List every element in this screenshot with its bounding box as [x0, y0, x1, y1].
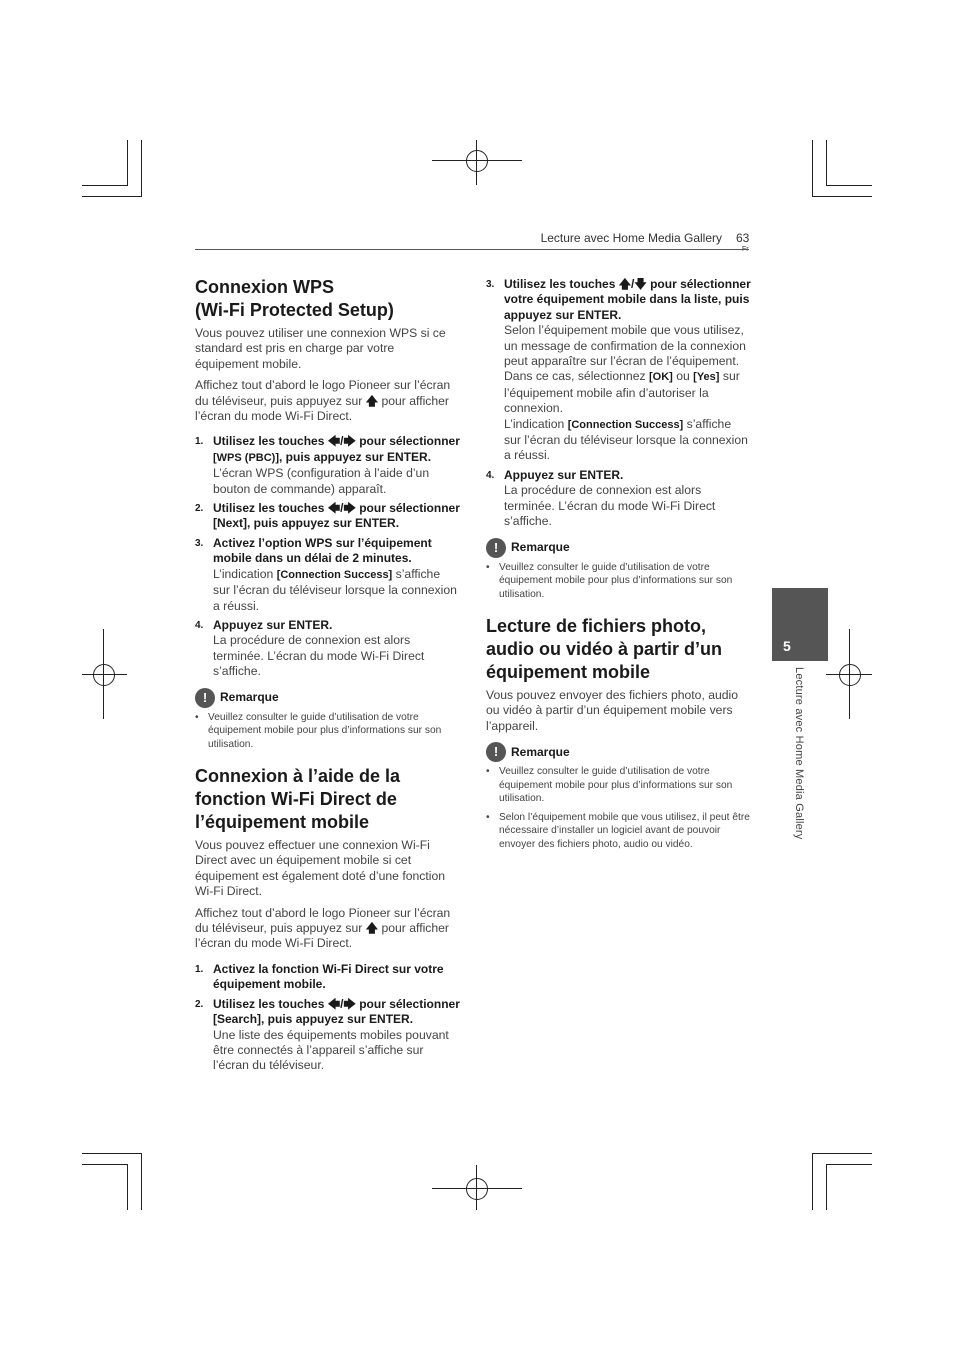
- up-arrow-icon: 🡅: [365, 393, 379, 408]
- up-down-arrows-icon: 🡅/🡇: [618, 277, 647, 291]
- crop-mark: [127, 140, 128, 186]
- crop-mark: [826, 1164, 872, 1165]
- wps-heading-line2: (Wi-Fi Protected Setup): [195, 300, 394, 320]
- wps-intro-1: Vous pouvez utiliser une connexion WPS si ce standard est pris en charge par votre équipement mobile.: [195, 326, 446, 371]
- registration-mark: [93, 664, 115, 686]
- list-item: 4. Appuyez sur ENTER. La procédure de connexion est alors terminée. L’écran du mode Wi-Fi Direct s’affiche.: [486, 467, 716, 529]
- list-item: 2. Utilisez les touches 🡄/🡆 pour sélectionner [Next], puis appuyez sur ENTER.: [195, 501, 460, 531]
- remark-notes: [486, 561, 751, 602]
- playback-intro: Vous pouvez envoyer des fichiers photo, audio ou vidéo à partir d’un équipement mobile vers l’appareil.: [486, 688, 739, 733]
- exclamation-icon: !: [195, 688, 215, 708]
- left-right-arrows-icon: 🡄/🡆: [327, 434, 356, 449]
- crop-mark: [82, 196, 142, 197]
- list-item: 2. Utilisez les touches 🡄/🡆 pour sélectionner [Search], puis appuyez sur ENTER. Une liste des équipements mobiles pouvant être connectés à l’appareil s’affiche sur l’écran du téléviseur.: [195, 996, 460, 1073]
- left-column: [195, 276, 460, 1078]
- chapter-number: 5: [783, 638, 791, 654]
- crop-mark: [127, 1164, 128, 1210]
- header-rule: [195, 249, 749, 250]
- up-arrow-icon: 🡅: [365, 921, 379, 936]
- list-item: 1. Utilisez les touches 🡄/🡆 pour sélectionner [WPS (PBC)], puis appuyez sur ENTER. L’écran WPS (configuration à l’aide d’un bouton de commande) apparaît.: [195, 434, 460, 496]
- chapter-side-label: Lecture avec Home Media Gallery: [793, 667, 805, 840]
- registration-mark: [839, 664, 861, 686]
- crop-mark: [141, 140, 142, 197]
- exclamation-icon: !: [486, 742, 506, 762]
- chapter-tab: [772, 588, 828, 661]
- crop-mark: [82, 185, 128, 186]
- crop-mark: [141, 1153, 142, 1210]
- list-item: 1. Activez la fonction Wi-Fi Direct sur votre équipement mobile.: [195, 961, 444, 992]
- crop-mark: [812, 1153, 872, 1154]
- wfd-steps-continued: [486, 277, 751, 530]
- left-right-arrows-icon: 🡄/🡆: [327, 501, 356, 516]
- list-item: • Veuillez consulter le guide d’utilisation de votre équipement mobile pour plus d’informations sur son utilisation.: [195, 711, 460, 752]
- wfd-intro-2: Affichez tout d’abord le logo Pioneer sur l’écran du téléviseur, puis appuyez sur 🡅 pour afficher l’écran du mode Wi-Fi Direct.: [195, 905, 451, 951]
- wps-steps: [195, 434, 460, 679]
- list-item: • Selon l’équipement mobile que vous utilisez, il peut être nécessaire d’installer un logiciel avant de pouvoir envoyer des fichiers photo, audio ou vidéo.: [486, 811, 751, 852]
- right-column: [486, 277, 751, 859]
- left-right-arrows-icon: 🡄/🡆: [327, 996, 356, 1011]
- crop-mark: [82, 1153, 142, 1154]
- remark-header: ! Remarque: [486, 538, 751, 558]
- wfd-intro-1: Vous pouvez effectuer une connexion Wi-Fi Direct avec un équipement mobile si cet équipement est également doté d’une fonction Wi-Fi Direct.: [195, 838, 446, 899]
- crop-mark: [826, 185, 872, 186]
- crop-mark: [812, 1153, 813, 1210]
- wfd-heading: Connexion à l’aide de la fonction Wi-Fi Direct de l’équipement mobile: [195, 766, 401, 833]
- wfd-steps: [195, 962, 460, 1074]
- crop-mark: [82, 1164, 128, 1165]
- registration-mark: [466, 1178, 488, 1200]
- list-item: • Veuillez consulter le guide d’utilisation de votre équipement mobile pour plus d’informations sur son utilisation.: [486, 765, 751, 806]
- remark-notes: [486, 765, 751, 851]
- crop-mark: [812, 140, 813, 197]
- wps-heading-line1: Connexion WPS: [195, 277, 334, 297]
- wps-intro-2: Affichez tout d’abord le logo Pioneer sur l’écran du téléviseur, puis appuyez sur 🡅 pour afficher l’écran du mode Wi-Fi Direct.: [195, 378, 451, 424]
- crop-mark: [826, 140, 827, 186]
- remark-header: ! Remarque: [195, 688, 460, 708]
- registration-mark: [466, 150, 488, 172]
- playback-heading: Lecture de fichiers photo, audio ou vidéo à partir d’un équipement mobile: [486, 616, 723, 682]
- page-number: 63: [736, 231, 750, 245]
- list-item: 3. Activez l’option WPS sur l’équipement mobile dans un délai de 2 minutes. L’indication [Connection Success] s’affiche sur l’écran du téléviseur lorsque la connexion a réussi.: [195, 535, 457, 613]
- list-item: 4. Appuyez sur ENTER. La procédure de connexion est alors terminée. L’écran du mode Wi-Fi Direct s’affiche.: [195, 617, 425, 679]
- remark-notes: [195, 711, 460, 752]
- crop-mark: [812, 196, 872, 197]
- remark-header: ! Remarque: [486, 742, 751, 762]
- list-item: • Veuillez consulter le guide d’utilisation de votre équipement mobile pour plus d’informations sur son utilisation.: [486, 561, 751, 602]
- exclamation-icon: !: [486, 538, 506, 558]
- running-header: Lecture avec Home Media Gallery: [540, 231, 722, 245]
- list-item: 3. Utilisez les touches 🡅/🡇 pour sélectionner votre équipement mobile dans la liste, puis appuyez sur ENTER. Selon l’équipement mobile que vous utilisez, un message de confirmation de la connexion peut apparaître sur l’écran de l’équipement. Dans ce cas, sélectionnez [OK] ou [Yes] sur l’équipement mobile afin d’autoriser la connexion. L’indication [Connection Success] s’affiche sur l’écran du téléviseur lorsque la connexion a réussi.: [486, 277, 751, 463]
- crop-mark: [826, 1164, 827, 1210]
- wps-heading: [195, 276, 460, 322]
